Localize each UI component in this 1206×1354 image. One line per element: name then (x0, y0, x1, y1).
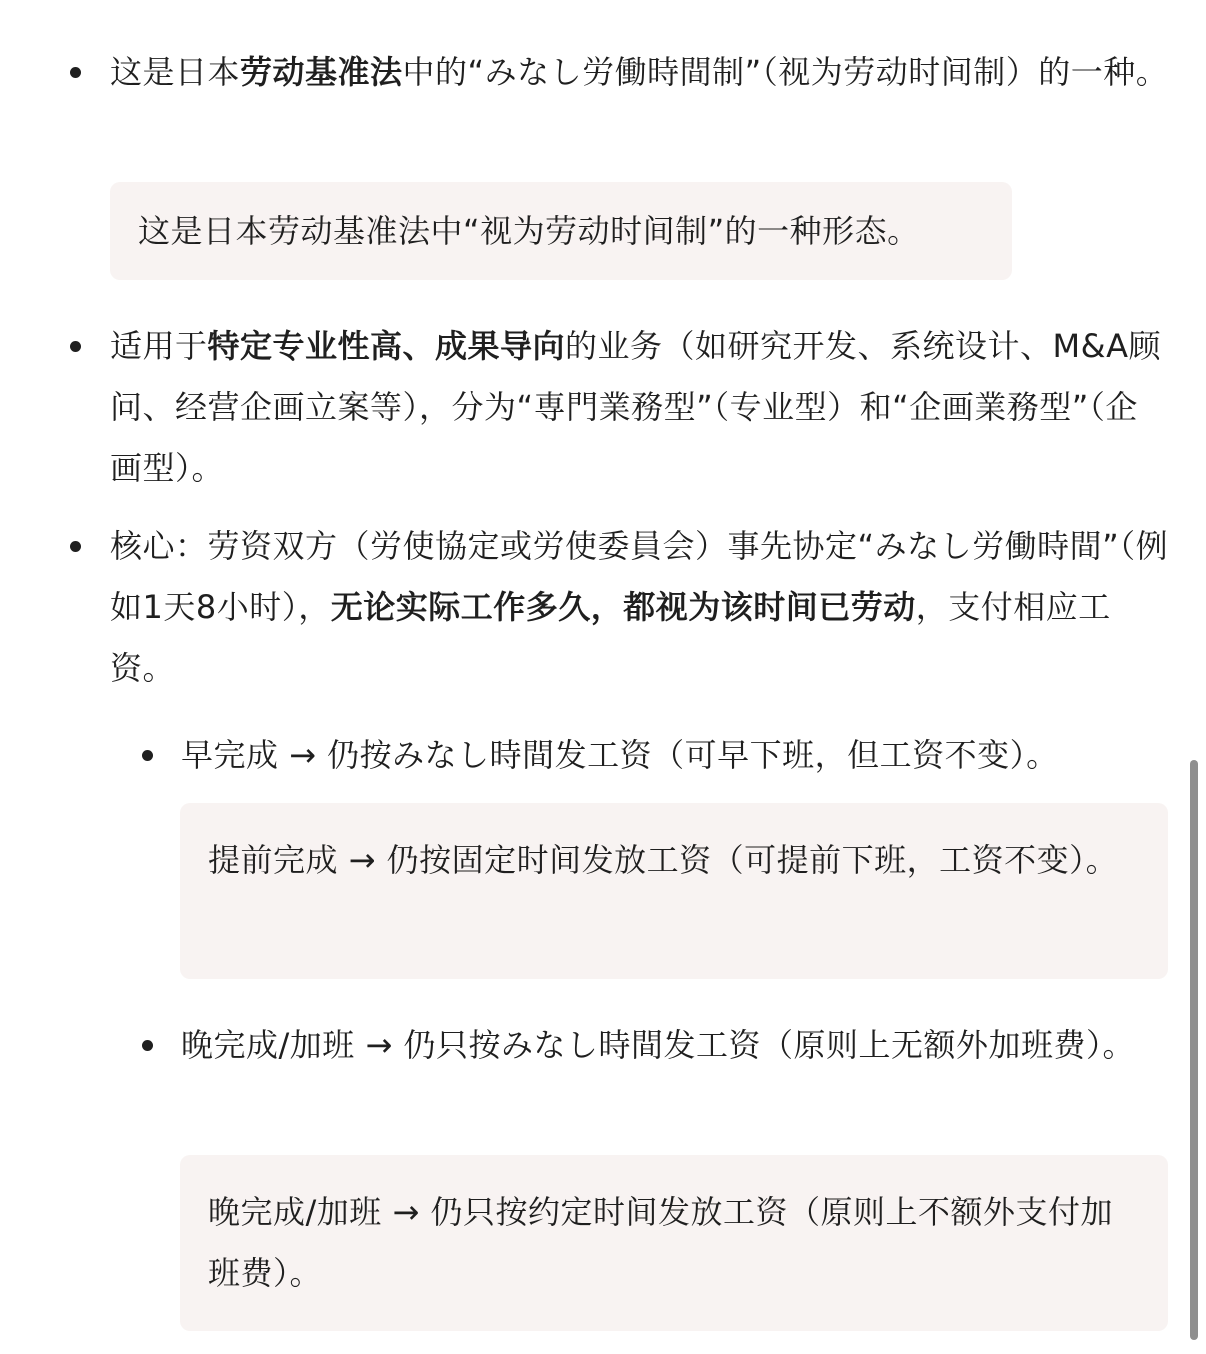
translation-text: 提前完成 → 仍按固定时间发放工资（可提前下班，工资不变）。 (208, 841, 1119, 879)
translation-text: 这是日本劳动基准法中“视为劳动时间制”的一种形态。 (138, 212, 920, 250)
sub-list-item-text: 晚完成/加班 → 仍只按みなし時間发工资（原则上无额外加班费）。 (181, 1026, 1135, 1064)
sub-list-item (0, 1015, 1206, 1137)
scrollbar[interactable] (1190, 760, 1198, 1340)
bullet-icon (142, 1040, 153, 1051)
bullet-icon (70, 67, 81, 78)
sub-list-item (0, 725, 1206, 786)
list-item (0, 516, 1206, 699)
translation-box (180, 803, 1168, 979)
list-item (0, 316, 1206, 499)
bullet-icon (70, 541, 81, 552)
translation-text: 晚完成/加班 → 仍只按约定时间发放工资（原则上不额外支付加班费）。 (208, 1193, 1113, 1292)
bullet-icon (70, 341, 81, 352)
sub-list-item-text: 早完成 → 仍按みなし時間发工资（可早下班，但工资不变）。 (181, 736, 1059, 774)
translation-box (110, 182, 1012, 280)
translation-box (180, 1155, 1168, 1331)
list-item (0, 42, 1206, 164)
list-item-text: 这是日本劳动基准法中的“みなし労働時間制”（视为劳动时间制）的一种。 (110, 53, 1169, 91)
list-item-text: 核心：劳资双方（労使協定或労使委員会）事先协定“みなし労働時間”（例如1天8小时），无论实际工作多久，都视为该时间已劳动，支付相应工资。 (110, 527, 1169, 687)
bullet-icon (142, 750, 153, 761)
list-item-text: 适用于特定专业性高、成果导向的业务（如研究开发、系统设计、M&A顾问、经营企画立案等），分为“専門業務型”（专业型）和“企画業務型”（企画型）。 (110, 327, 1161, 487)
